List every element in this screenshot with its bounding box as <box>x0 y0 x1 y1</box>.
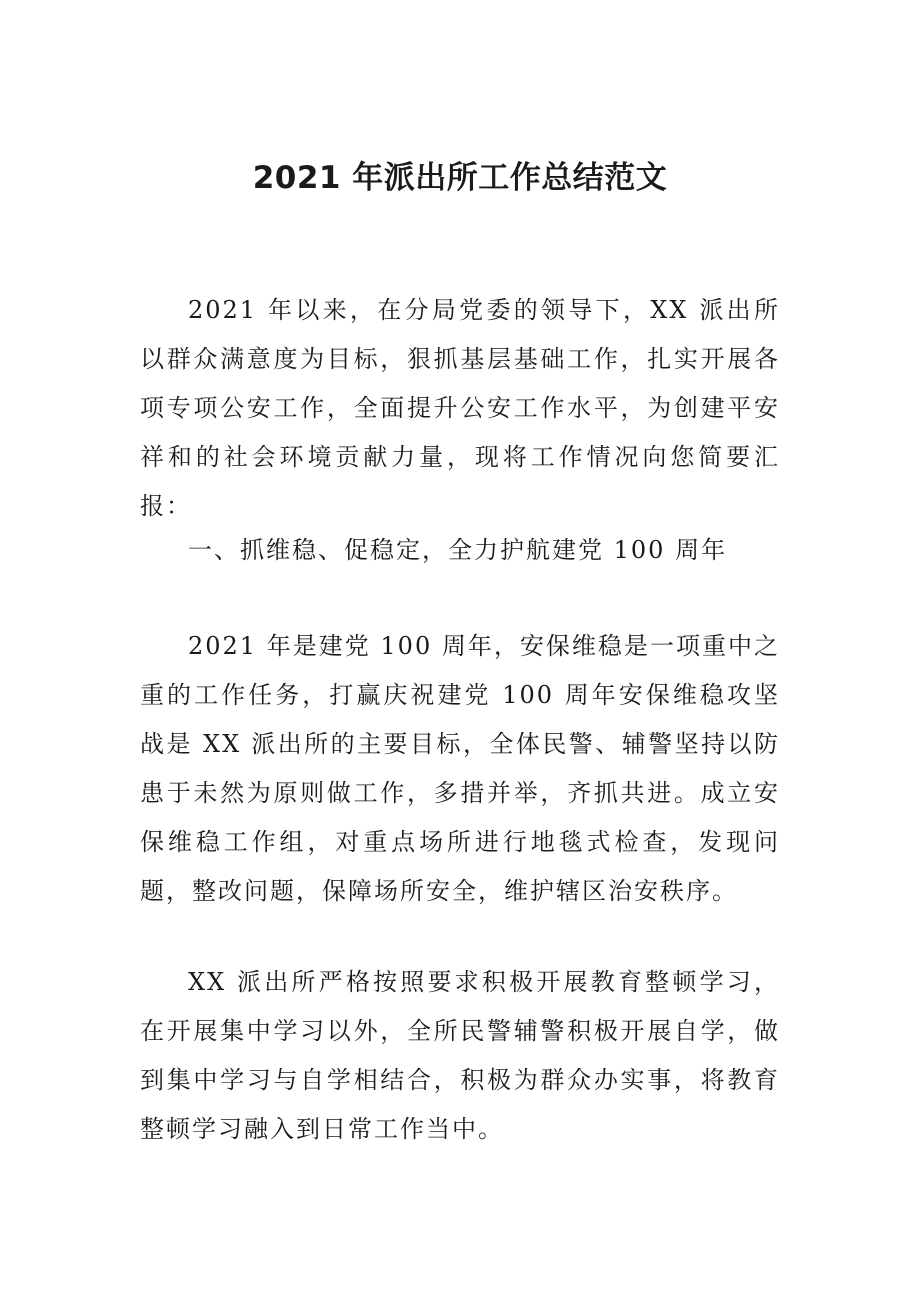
paragraph-intro: 2021 年以来，在分局党委的领导下，XX 派出所以群众满意度为目标，狠抓基层基础工作，扎实开展各项专项公安工作，全面提升公安工作水平，为创建平安祥和的社会环境贡献力量，现将工作情况向您简要汇报： <box>140 296 780 520</box>
paragraph-security: 2021 年是建党 100 周年，安保维稳是一项重中之重的工作任务，打赢庆祝建党 100 周年安保维稳攻坚战是 XX 派出所的主要目标，全体民警、辅警坚持以防患于未然为原则做工作，多措并举，齐抓共进。成立安保维稳工作组，对重点场所进行地毯式检查，发现问题，整改问题，保障场所安全，维护辖区治安秩序。 <box>140 632 780 905</box>
document-title: 2021 年派出所工作总结范文 <box>252 160 668 196</box>
section-heading-1: 一、抓维稳、促稳定，全力护航建党 100 周年 <box>188 536 728 564</box>
paragraph-education: XX 派出所严格按照要求积极开展教育整顿学习，在开展集中学习以外，全所民警辅警积极开展自学，做到集中学习与自学相结合，积极为群众办实事，将教育整顿学习融入到日常工作当中。 <box>140 968 780 1143</box>
